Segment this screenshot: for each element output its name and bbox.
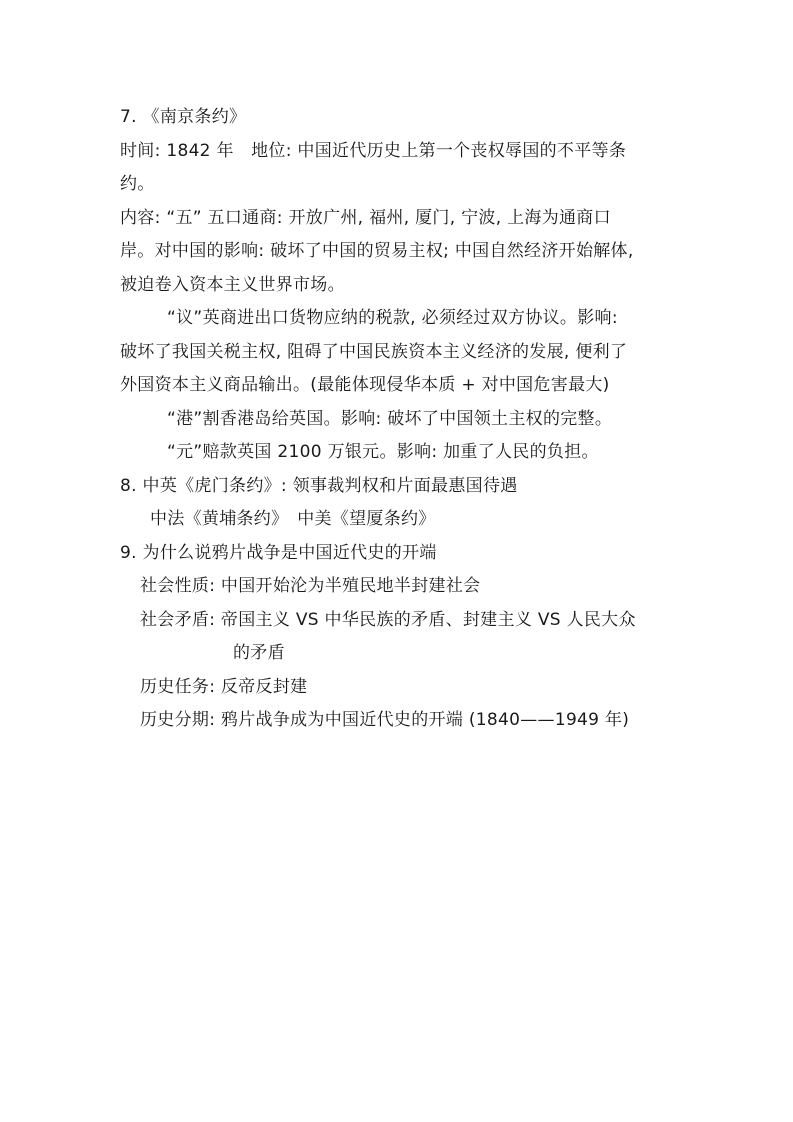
historical-period: 历史分期: 鸦片战争成为中国近代史的开端 (1840——1949 年) <box>140 710 630 730</box>
nanjing-gang: “港”割香港岛给英国。影响: 破坏了中国领土主权的完整。 <box>167 409 613 429</box>
section-8-heading: 8. 中英《虎门条约》: 领事裁判权和片面最惠国待遇 <box>120 476 518 496</box>
nanjing-yi-cont1: 破坏了我国关税主权, 阻碍了中国民族资本主义经济的发展, 便利了 <box>120 342 628 362</box>
social-nature: 社会性质: 中国开始沦为半殖民地半封建社会 <box>140 576 481 596</box>
section-7-heading: 7. 《南京条约》 <box>120 107 247 127</box>
nanjing-time-position-cont: 约。 <box>120 174 155 194</box>
nanjing-yi: “议”英商进出口货物应纳的税款, 必须经过双方协议。影响: <box>167 308 618 328</box>
social-contradiction: 社会矛盾: 帝国主义 VS 中华民族的矛盾、封建主义 VS 人民大众 <box>140 610 636 630</box>
section-9-heading: 9. 为什么说鸦片战争是中国近代史的开端 <box>120 543 437 563</box>
nanjing-content-wu: 内容: “五” 五口通商: 开放广州, 福州, 厦门, 宁波, 上海为通商口 <box>120 208 611 228</box>
nanjing-yuan: “元”赔款英国 2100 万银元。影响: 加重了人民的负担。 <box>167 442 599 462</box>
nanjing-content-wu-cont1: 岸。对中国的影响: 破坏了中国的贸易主权; 中国自然经济开始解体, <box>120 241 634 261</box>
nanjing-time-position: 时间: 1842 年 地位: 中国近代历史上第一个丧权辱国的不平等条 <box>120 141 627 161</box>
section-8-other-treaties: 中法《黄埔条约》 中美《望厦条约》 <box>150 509 436 529</box>
nanjing-yi-cont2: 外国资本主义商品输出。(最能体现侵华本质 + 对中国危害最大) <box>120 375 610 395</box>
nanjing-content-wu-cont2: 被迫卷入资本主义世界市场。 <box>120 275 345 295</box>
social-contradiction-cont: 的矛盾 <box>233 643 285 663</box>
historical-task: 历史任务: 反帝反封建 <box>140 677 308 697</box>
